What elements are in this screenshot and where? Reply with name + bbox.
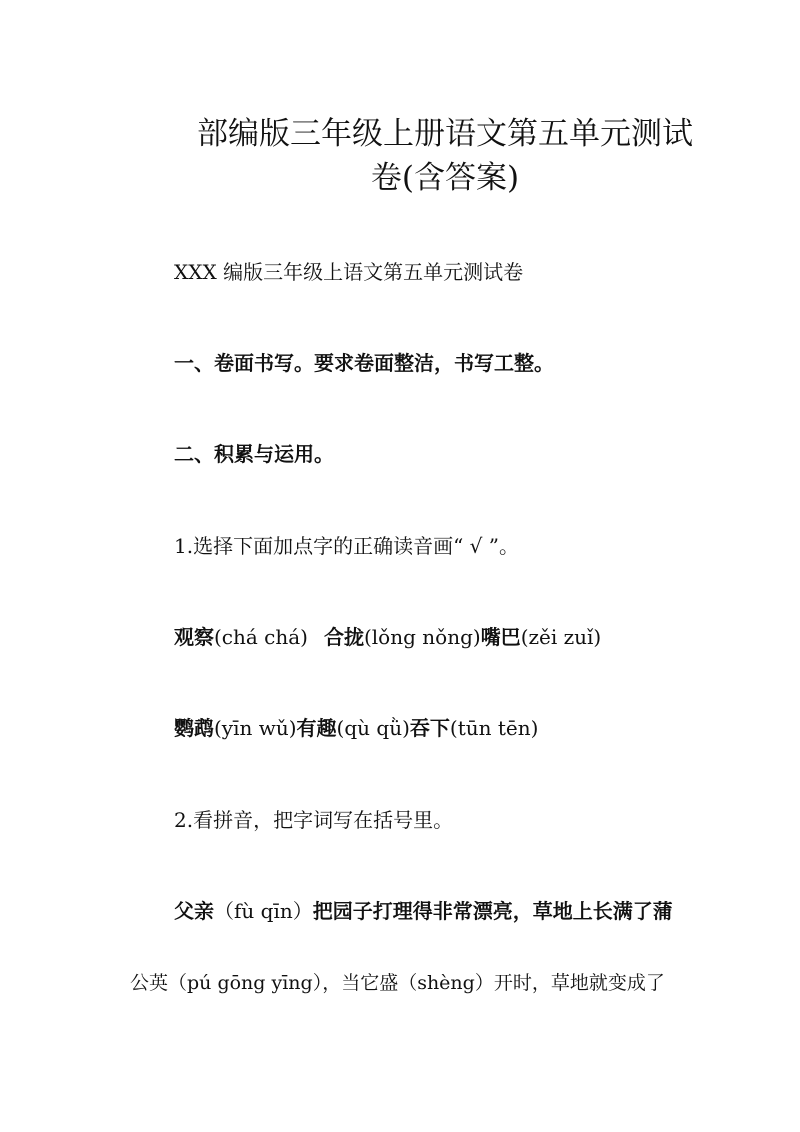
section-1-heading: 一、卷面书写。要求卷面整洁，书写工整。	[174, 351, 554, 375]
word-1-3: 嘴巴	[480, 625, 521, 649]
question-2-paragraph-a	[174, 897, 734, 925]
pinyin-2-3: (tūn tēn)	[449, 716, 539, 740]
question-1-prompt: 1.选择下面加点字的正确读音画“ √ ”。	[174, 534, 519, 558]
question-2-paragraph-b: 公英（pú gōng yīng），当它盛（shèng）开时，草地就变成了	[130, 972, 665, 994]
title-line-1: 部编版三年级上册语文第五单元测试	[197, 116, 693, 152]
question-1-row-1	[174, 624, 601, 650]
question-2-prompt: 2.看拼音，把字词写在括号里。	[174, 808, 454, 832]
word-1-2: 合拢	[323, 625, 364, 649]
pinyin-1-3: (zěi zuǐ)	[520, 625, 602, 649]
title-line-2: 卷(含答案)	[370, 160, 520, 196]
para-a-word: 父亲	[174, 899, 214, 923]
word-2-1: 鹦鹉	[174, 716, 214, 740]
subtitle: XXX 编版三年级上语文第五单元测试卷	[174, 260, 524, 284]
para-a-text: 把园子打理得非常漂亮，草地上长满了蒲	[312, 899, 673, 923]
pinyin-1-2: (lǒng nǒng)	[363, 625, 481, 649]
para-a-pinyin: （fù qīn）	[214, 899, 313, 923]
word-2-3: 吞下	[409, 716, 450, 740]
pinyin-2-1: (yīn wǔ)	[214, 716, 297, 740]
document-title	[150, 112, 740, 200]
pinyin-1-1: (chá chá)	[214, 625, 308, 649]
word-2-2: 有趣	[296, 716, 337, 740]
section-2-heading: 二、积累与运用。	[174, 442, 334, 466]
pinyin-2-2: (qù qǜ)	[336, 716, 410, 740]
word-1-1: 观察	[174, 625, 214, 649]
question-1-row-2	[174, 715, 538, 741]
